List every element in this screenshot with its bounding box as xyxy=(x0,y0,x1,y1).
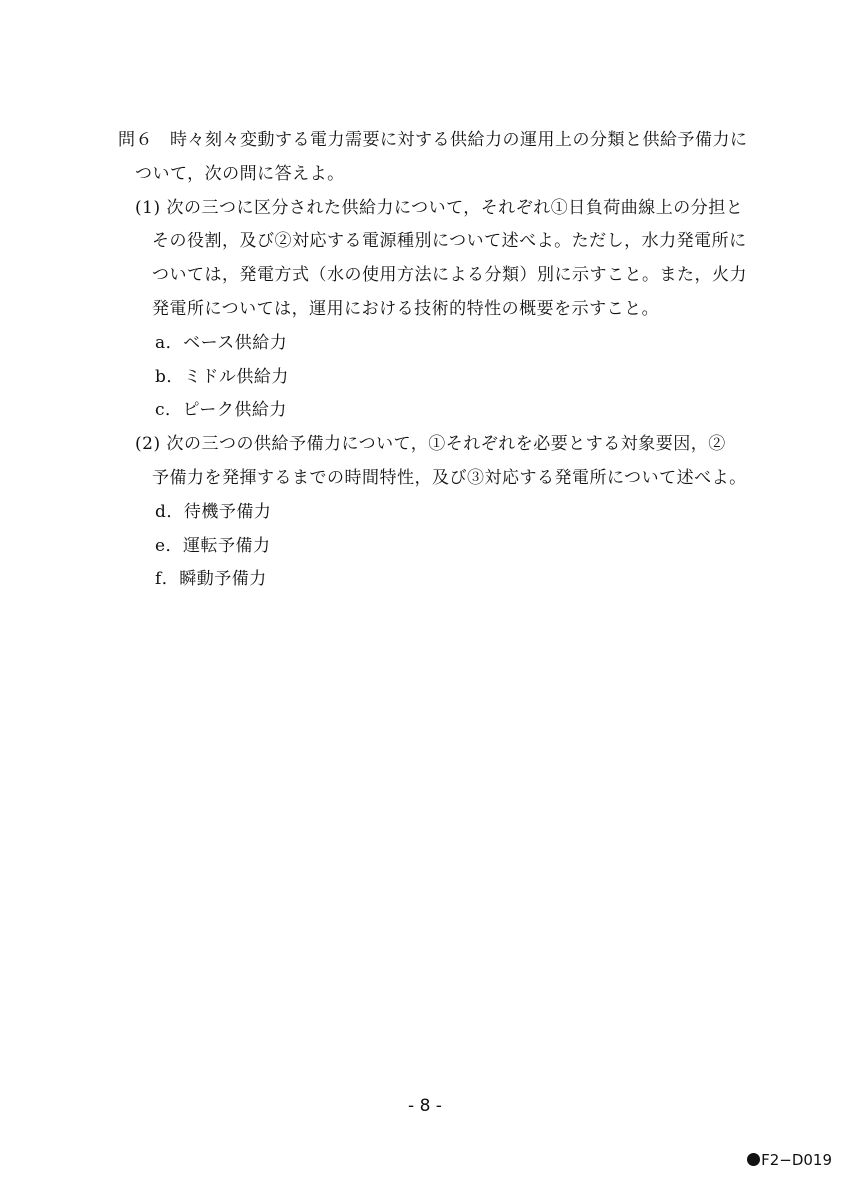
question-label: 問６ xyxy=(118,130,153,150)
part1-line-3: ついては，発電方式（水の使用方法による分類）別に示すこと。また，火力 xyxy=(152,265,747,285)
question-intro-line-2: ついて，次の問に答えよ。 xyxy=(135,164,345,184)
question-header xyxy=(118,129,748,151)
part1-line-4: 発電所については，運用における技術的特性の概要を示すこと。 xyxy=(152,299,660,319)
page-number: - 8 - xyxy=(408,1096,442,1116)
bullet-dot-icon xyxy=(747,1153,760,1166)
part2-item-f: f．瞬動予備力 xyxy=(155,569,267,589)
question-intro-line-1: 時々刻々変動する電力需要に対する供給力の運用上の分類と供給予備力に xyxy=(170,130,748,150)
part1-item-c: c．ピーク供給力 xyxy=(155,400,287,420)
document-code xyxy=(747,1150,832,1170)
part2-line-1: (2) 次の三つの供給予備力について，①それぞれを必要とする対象要因，② xyxy=(135,434,726,454)
document-code-text: F2−D019 xyxy=(761,1151,832,1169)
part2-line-2: 予備力を発揮するまでの時間特性，及び③対応する発電所について述べよ。 xyxy=(152,468,747,488)
part1-line-1: (1) 次の三つに区分された供給力について，それぞれ①日負荷曲線上の分担と xyxy=(135,198,744,218)
part1-item-b: b．ミドル供給力 xyxy=(155,367,289,387)
part2-item-e: e．運転予備力 xyxy=(155,536,271,556)
part1-line-2: その役割，及び②対応する電源種別について述べよ。ただし，水力発電所に xyxy=(152,231,747,251)
part1-item-a: a．ベース供給力 xyxy=(155,333,288,353)
part2-item-d: d．待機予備力 xyxy=(155,502,272,522)
